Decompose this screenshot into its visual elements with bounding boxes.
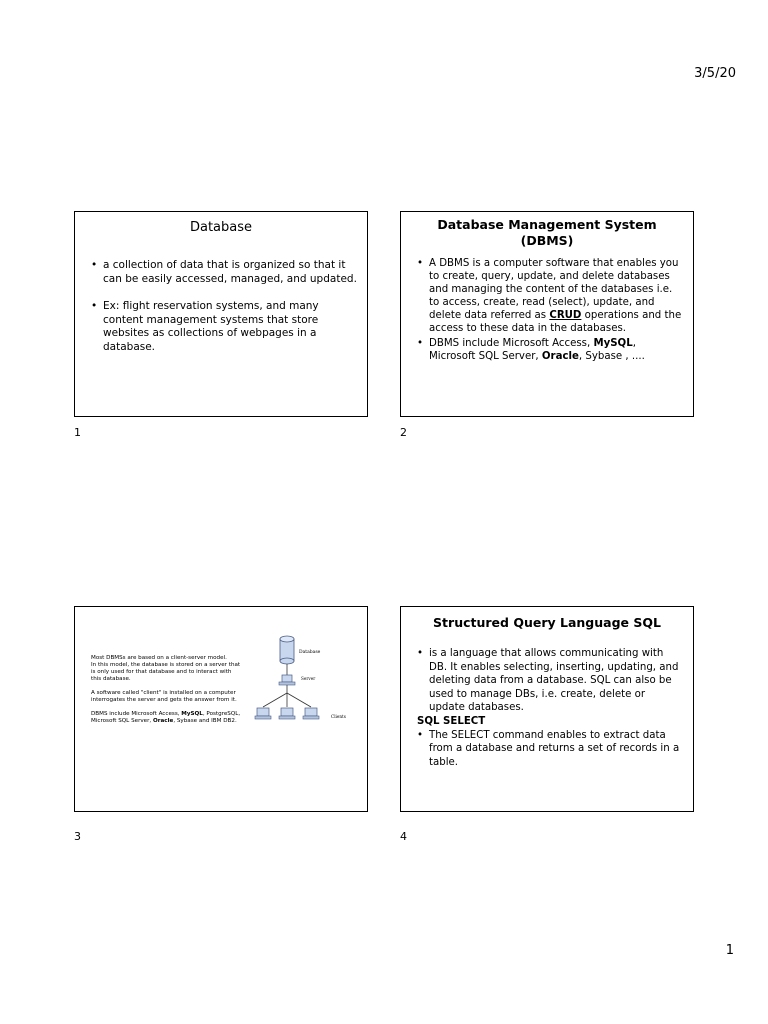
oracle-term: Oracle [152,718,174,724]
clients-label: Clients [331,714,346,719]
client-server-diagram [247,631,357,741]
slide-2-title-line-2: (DBMS) [520,233,574,248]
slide-2-title [401,217,693,249]
bullet-item: • a collection of data that is organized so that it can be easily accessed, managed, and updated. [91,259,357,286]
slide-2-title-line-1: Database Management System [437,217,657,232]
mysql-term: MySQL [181,711,203,717]
slide-number-2: 2 [400,426,407,439]
slide-2-bullets [401,257,693,363]
slide-4 [400,606,694,812]
server-icon [279,675,295,685]
bullet-item: • is a language that allows communicating with DB. It enables selecting, inserting, updating, and deleting data from a database. SQL can also be used to manage DBs, i.e. create, delete or update databases. [417,647,683,715]
client-icon [255,708,271,719]
slide-4-title: Structured Query Language SQL [433,615,661,630]
sql-select-subheading: SQL SELECT [417,715,486,727]
paragraph-line: Most DBMSs are based on a client-server model. [91,655,227,661]
slide-4-bullets-2 [401,729,693,770]
slide-1 [74,211,368,417]
bullet-item [417,257,683,335]
slide-number-3: 3 [74,830,81,843]
oracle-term: Oracle [541,351,579,362]
paragraph-text: , Sybase and IBM DB2. [173,718,237,724]
slide-number-4: 4 [400,830,407,843]
document-date: 3/5/20 [694,66,736,81]
server-label: Server [301,676,316,681]
slide-1-bullets [75,259,367,354]
bullet-text: A DBMS is a computer software that enables you to create, query, update, and delete databases and managing the content of the databases i.e. to access, create, read (select), update, and delete data referred as [429,258,679,321]
bullet-text: DBMS include Microsoft Access, [429,338,594,349]
client-icon [279,708,295,719]
slide-3 [74,606,368,812]
paragraph [91,655,241,683]
bullet-text: , Sybase , .... [578,351,645,362]
bullet-text: operations and the access to these data in the databases. [429,310,682,334]
database-icon [280,636,294,664]
slide-number-1: 1 [74,426,81,439]
bullet-item: • Ex: flight reservation systems, and many content management systems that store websites as collections of webpages in a database. [91,300,357,354]
page-number: 1 [725,943,734,958]
crud-term: CRUD [549,310,582,321]
paragraph-text: , PostgreSQL, Microsoft SQL Server, [91,711,241,724]
slide-2 [400,211,694,417]
mysql-term: MySQL [593,338,633,349]
slide-4-bullets-1 [401,647,693,715]
client-icon [303,708,319,719]
paragraph [91,711,241,725]
bullet-text: , Microsoft SQL Server, [429,338,636,362]
bullet-item: • The SELECT command enables to extract data from a database and returns a set of records in a table. [417,729,683,770]
paragraph: A software called "client" is installed on a computer interrogates the server and gets the answer from it. [91,690,237,703]
slide-1-title: Database [189,220,253,235]
slide-3-text [91,655,241,732]
bullet-item [417,337,683,363]
paragraph-line: In this model, the database is stored on a server that is only used for that database and to interact with this database. [91,662,241,682]
paragraph-text: DBMS include Microsoft Access, [91,711,182,717]
database-label: Database [299,650,321,655]
